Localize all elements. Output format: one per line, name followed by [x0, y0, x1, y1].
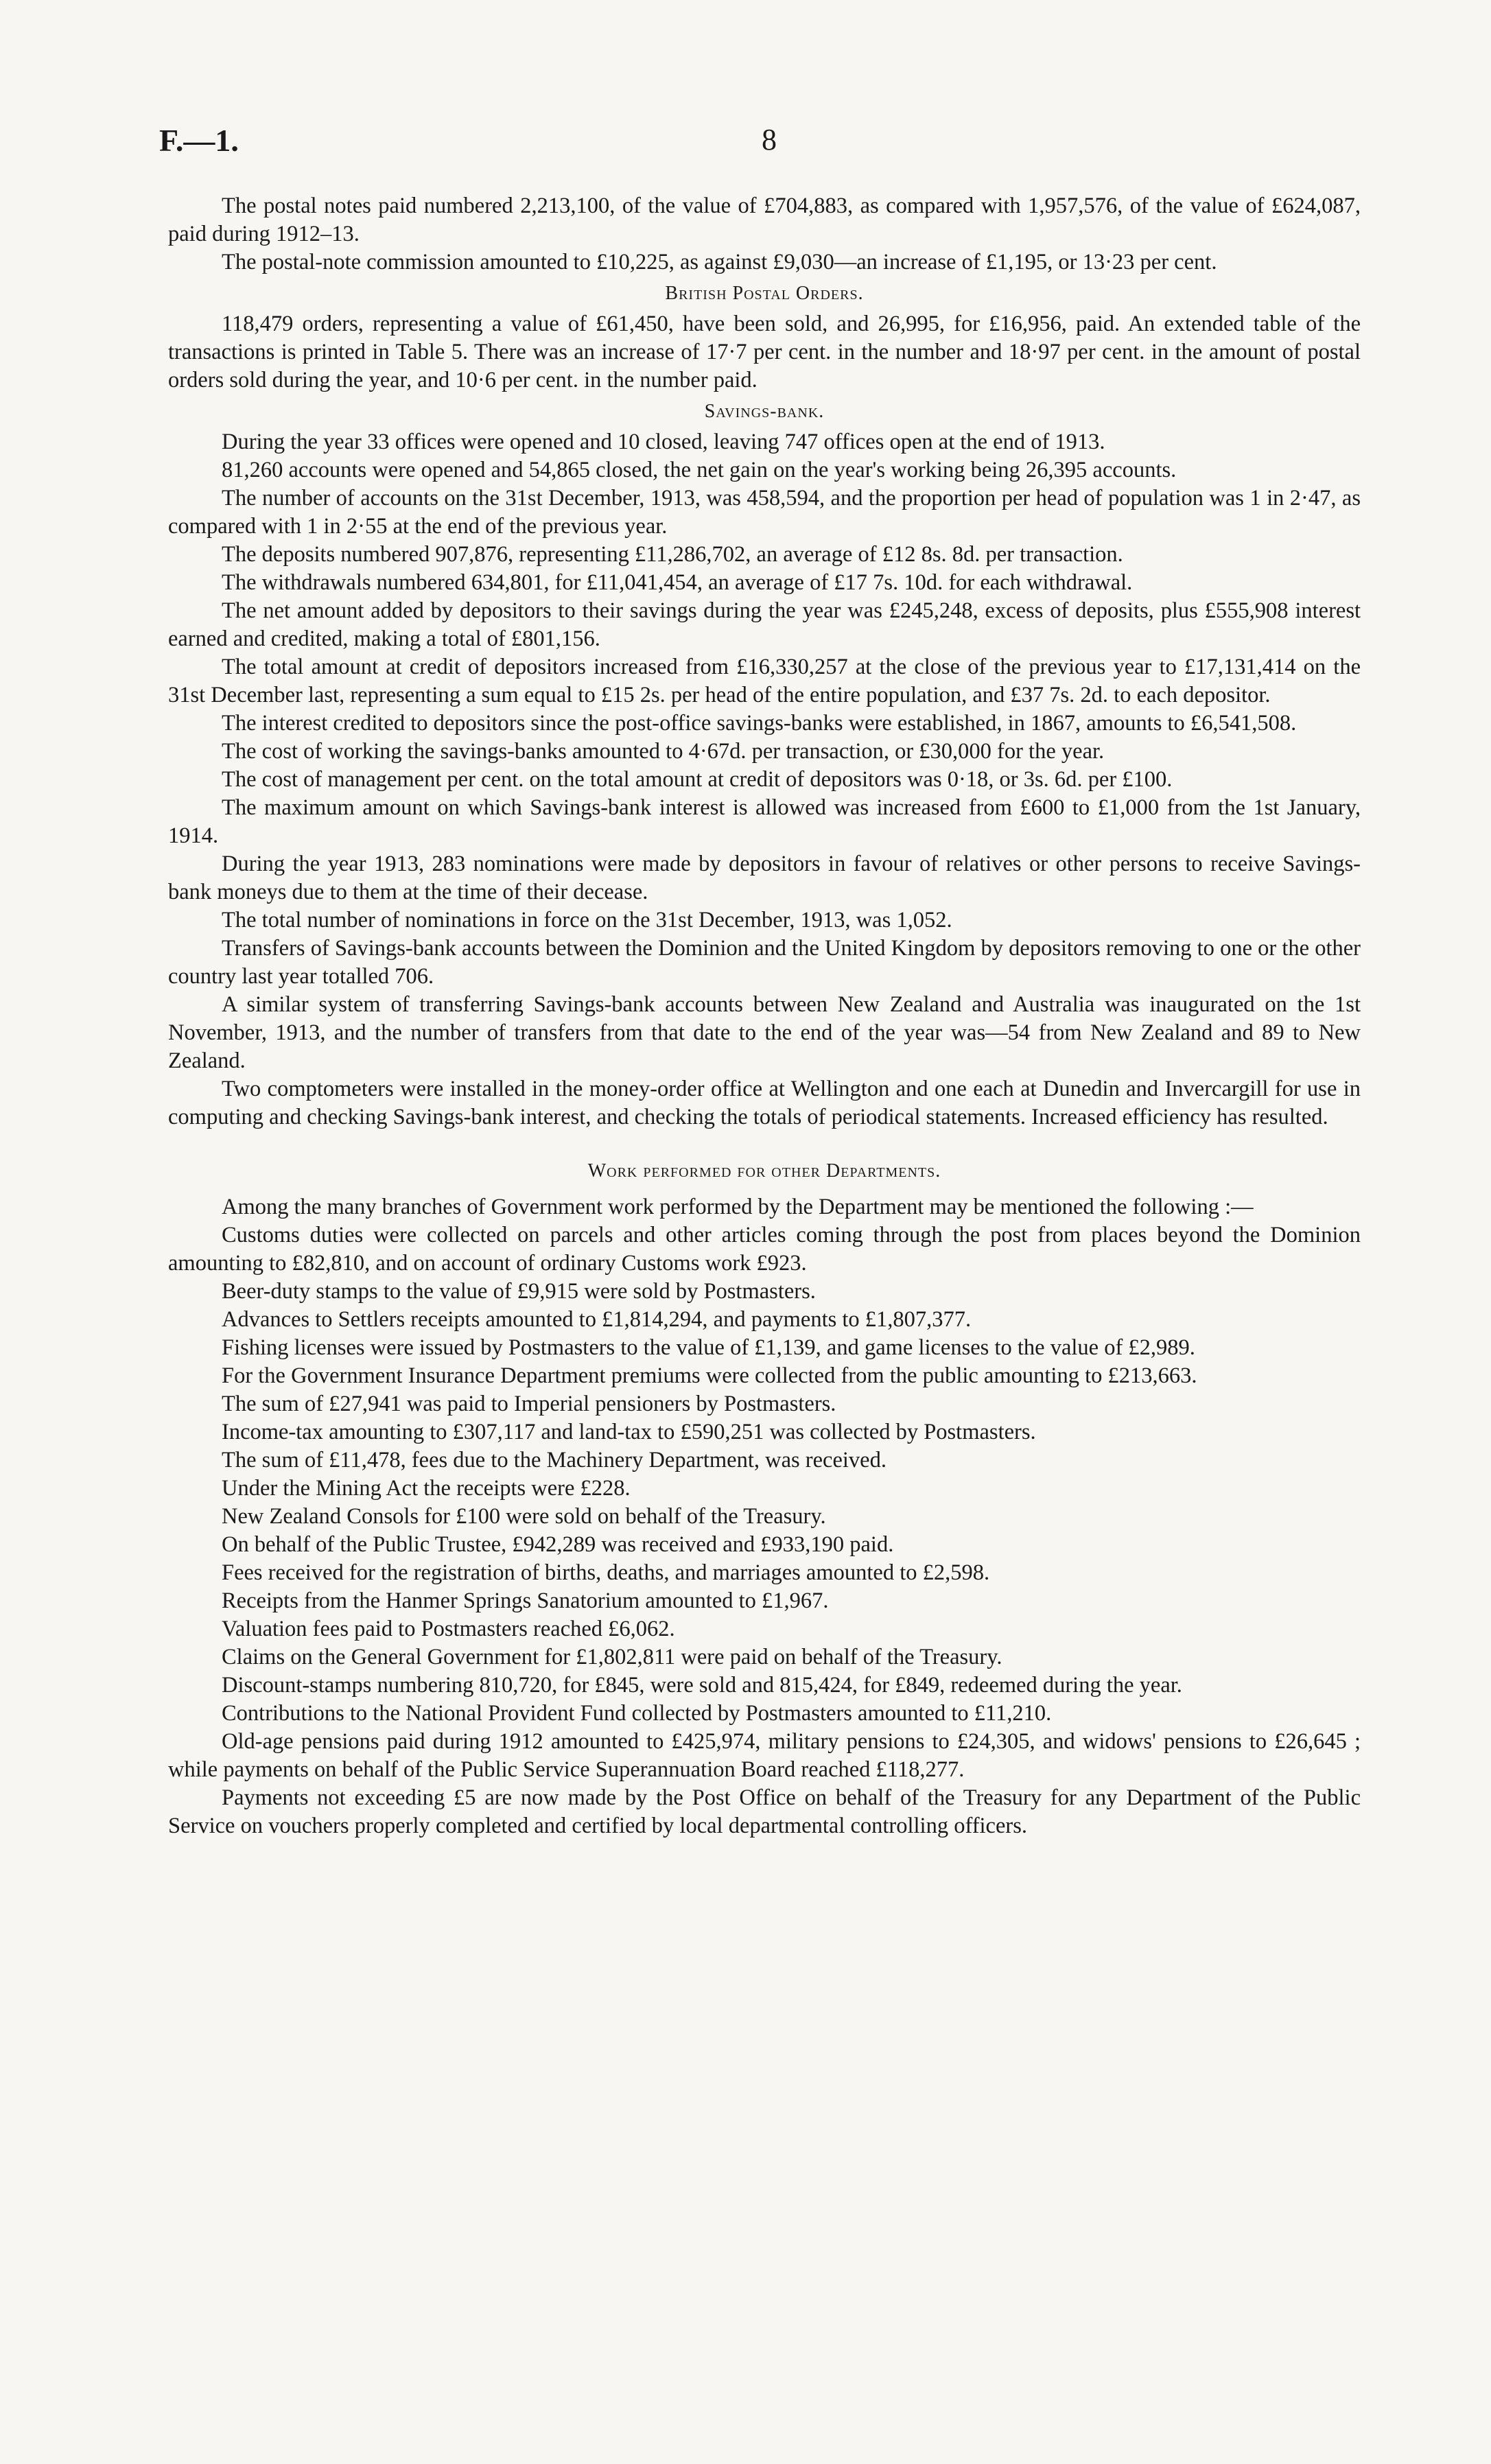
section-work-other-departments — [168, 1159, 1361, 1840]
section-savings-bank — [168, 399, 1361, 1131]
section-postal-notes — [168, 192, 1361, 277]
paragraph: Income-tax amounting to £307,117 and land-tax to £590,251 was collected by Postmasters. — [222, 1420, 1036, 1444]
paragraph: During the year 1913, 283 nominations were made by depositors in favour of relatives or other persons to receive Savings-bank moneys due to them at the time of their decease. — [168, 852, 1361, 904]
section-heading: British Postal Orders. — [665, 283, 864, 304]
paragraph: The postal notes paid numbered 2,213,100, of the value of £704,883, as compared with 1,957,576, of the value of £624,087, paid during 1912–13. — [168, 193, 1361, 246]
paragraph: The sum of £27,941 was paid to Imperial pensioners by Postmasters. — [222, 1392, 836, 1416]
paragraph: Receipts from the Hanmer Springs Sanatorium amounted to £1,967. — [222, 1588, 829, 1613]
paragraph: Two comptometers were installed in the money-order office at Wellington and one each at Dunedin and Invercargill for use in computing and checking Savings-bank interest, and checking the totals of periodical statements. Increased efficiency has resulted. — [168, 1077, 1361, 1129]
paragraph: On behalf of the Public Trustee, £942,289 was received and £933,190 paid. — [222, 1532, 894, 1557]
paragraph: 81,260 accounts were opened and 54,865 closed, the net gain on the year's working being 26,395 accounts. — [222, 458, 1177, 482]
paragraph: The total amount at credit of depositors increased from £16,330,257 at the close of the previous year to £17,131,414 on the 31st December last, representing a sum equal to £15 2s. per head of the entire population, and £37 7s. 2d. to each depositor. — [168, 655, 1361, 707]
page-header — [0, 122, 1491, 163]
paragraph: The cost of working the savings-banks amounted to 4·67d. per transaction, or £30,000 for the year. — [222, 739, 1105, 764]
paragraph: Contributions to the National Provident Fund collected by Postmasters amounted to £11,210. — [222, 1701, 1052, 1726]
paragraph: The total number of nominations in force on the 31st December, 1913, was 1,052. — [222, 908, 952, 932]
paragraph: Customs duties were collected on parcels and other articles coming through the post from places beyond the Dominion amounting to £82,810, and on account of ordinary Customs work £923. — [168, 1223, 1361, 1276]
paragraph: The number of accounts on the 31st December, 1913, was 458,594, and the proportion per head of population was 1 in 2·47, as compared with 1 in 2·55 at the end of the previous year. — [168, 486, 1361, 539]
paragraph: Transfers of Savings-bank accounts between the Dominion and the United Kingdom by depositors removing to one or the other country last year totalled 706. — [168, 936, 1361, 989]
paragraph: Payments not exceeding £5 are now made by the Post Office on behalf of the Treasury for any Department of the Public Service on vouchers properly completed and certified by local departmental controlling officers. — [168, 1785, 1361, 1838]
paragraph: Under the Mining Act the receipts were £228. — [222, 1476, 631, 1501]
paragraph: A similar system of transferring Savings-bank accounts between New Zealand and Australia was inaugurated on the 1st November, 1913, and the number of transfers from that date to the end of the year was—54 from New Zealand and 89 to New Zealand. — [168, 992, 1361, 1073]
paragraph: During the year 33 offices were opened and 10 closed, leaving 747 offices open at the end of 1913. — [222, 430, 1105, 454]
paragraph: Advances to Settlers receipts amounted to £1,814,294, and payments to £1,807,377. — [222, 1307, 972, 1332]
paragraph: 118,479 orders, representing a value of £61,450, have been sold, and 26,995, for £16,956, paid. An extended table of the transactions is printed in Table 5. There was an increase of 17·7 per cent. in the number and 18·97 per cent. in the amount of postal orders sold during the year, and 10·6 per cent. in the number paid. — [168, 312, 1361, 392]
paragraph: Claims on the General Government for £1,802,811 were paid on behalf of the Treasury. — [222, 1645, 1002, 1669]
paragraph: Valuation fees paid to Postmasters reached £6,062. — [222, 1617, 675, 1641]
paragraph: For the Government Insurance Department premiums were collected from the public amounting to £213,663. — [222, 1363, 1197, 1388]
section-heading: Work performed for other Departments. — [587, 1160, 941, 1182]
paragraph: Fishing licenses were issued by Postmasters to the value of £1,139, and game licenses to the value of £2,989. — [222, 1335, 1195, 1360]
page-number: 8 — [762, 123, 777, 156]
paragraph: The maximum amount on which Savings-bank interest is allowed was increased from £600 to £1,000 from the 1st January, 1914. — [168, 795, 1361, 848]
paragraph: The withdrawals numbered 634,801, for £11,041,454, an average of £17 7s. 10d. for each withdrawal. — [222, 570, 1133, 595]
report-reference: F.—1. — [159, 123, 239, 158]
paragraph: Among the many branches of Government work performed by the Department may be mentioned the following :— — [222, 1195, 1254, 1219]
paragraph: The deposits numbered 907,876, representing £11,286,702, an average of £12 8s. 8d. per transaction. — [222, 542, 1123, 567]
section-heading: Savings-bank. — [704, 401, 825, 422]
paragraph: Discount-stamps numbering 810,720, for £845, were sold and 815,424, for £849, redeemed during the year. — [222, 1673, 1182, 1698]
paragraph: The net amount added by depositors to their savings during the year was £245,248, excess of deposits, plus £555,908 interest earned and credited, making a total of £801,156. — [168, 598, 1361, 651]
paragraph: The cost of management per cent. on the total amount at credit of depositors was 0·18, or 3s. 6d. per £100. — [222, 767, 1173, 792]
paragraph: The interest credited to depositors since the post-office savings-banks were established, in 1867, amounts to £6,541,508. — [222, 711, 1297, 736]
paragraph: Fees received for the registration of births, deaths, and marriages amounted to £2,598. — [222, 1560, 990, 1585]
paragraph: New Zealand Consols for £100 were sold on behalf of the Treasury. — [222, 1504, 826, 1529]
document-body — [168, 192, 1361, 1840]
paragraph: Old-age pensions paid during 1912 amounted to £425,974, military pensions to £24,305, and widows' pensions to £26,645 ; while payments on behalf of the Public Service Superannuation Board reached £118,277. — [168, 1729, 1361, 1782]
paragraph: The postal-note commission amounted to £10,225, as against £9,030—an increase of £1,195, or 13·23 per cent. — [222, 250, 1217, 274]
paragraph: The sum of £11,478, fees due to the Machinery Department, was received. — [222, 1448, 887, 1472]
section-british-postal-orders — [168, 281, 1361, 395]
paragraph: Beer-duty stamps to the value of £9,915 were sold by Postmasters. — [222, 1279, 816, 1304]
